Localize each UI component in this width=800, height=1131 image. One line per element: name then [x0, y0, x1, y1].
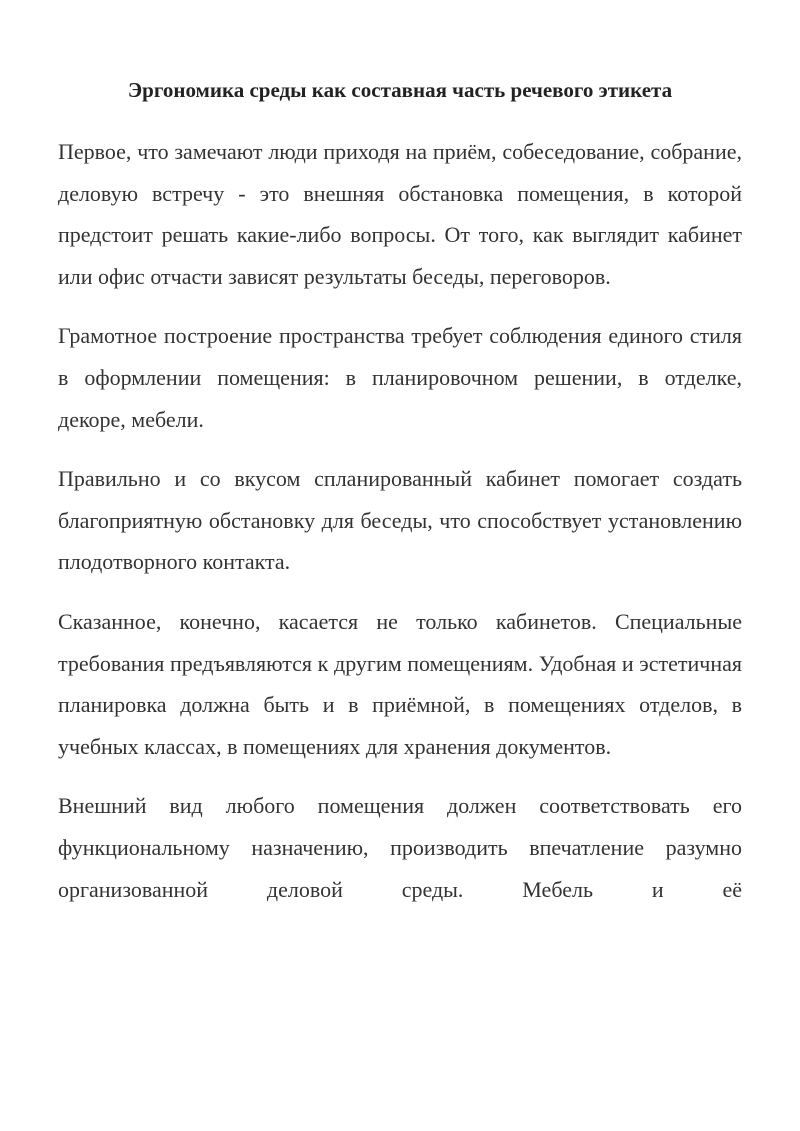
- paragraph-unified-style: Грамотное построение пространства требует соблюдения единого стиля в оформлении помещения: в планировочном решении, в отделке, декоре, мебели.: [58, 323, 742, 432]
- paragraph-other-rooms: Сказанное, конечно, касается не только кабинетов. Специальные требования предъявляются к другим помещениям. Удобная и эстетичная планировка должна быть и в приёмной, в помещениях отделов, в учебных классах, в помещениях для хранения документов.: [58, 608, 742, 759]
- document-body: [58, 72, 742, 910]
- paragraph-well-planned-office: Правильно и со вкусом спланированный кабинет помогает создать благоприятную обстановку для беседы, что способствует установлению плодотворного контакта.: [58, 466, 742, 575]
- document-title: Эргономика среды как составная часть речевого этикета: [127, 78, 673, 102]
- paragraph-functional-purpose: Внешний вид любого помещения должен соответствовать его функциональному назначению, производить впечатление разумно организованной деловой среды. Мебель и её: [58, 793, 742, 902]
- paragraph-reception-first-impression: Первое, что замечают люди приходя на приём, собеседование, собрание, деловую встречу - это внешняя обстановка помещения, в которой предстоит решать какие-либо вопросы. От того, как выглядит кабинет или офис отчасти зависят результаты беседы, переговоров.: [58, 139, 742, 289]
